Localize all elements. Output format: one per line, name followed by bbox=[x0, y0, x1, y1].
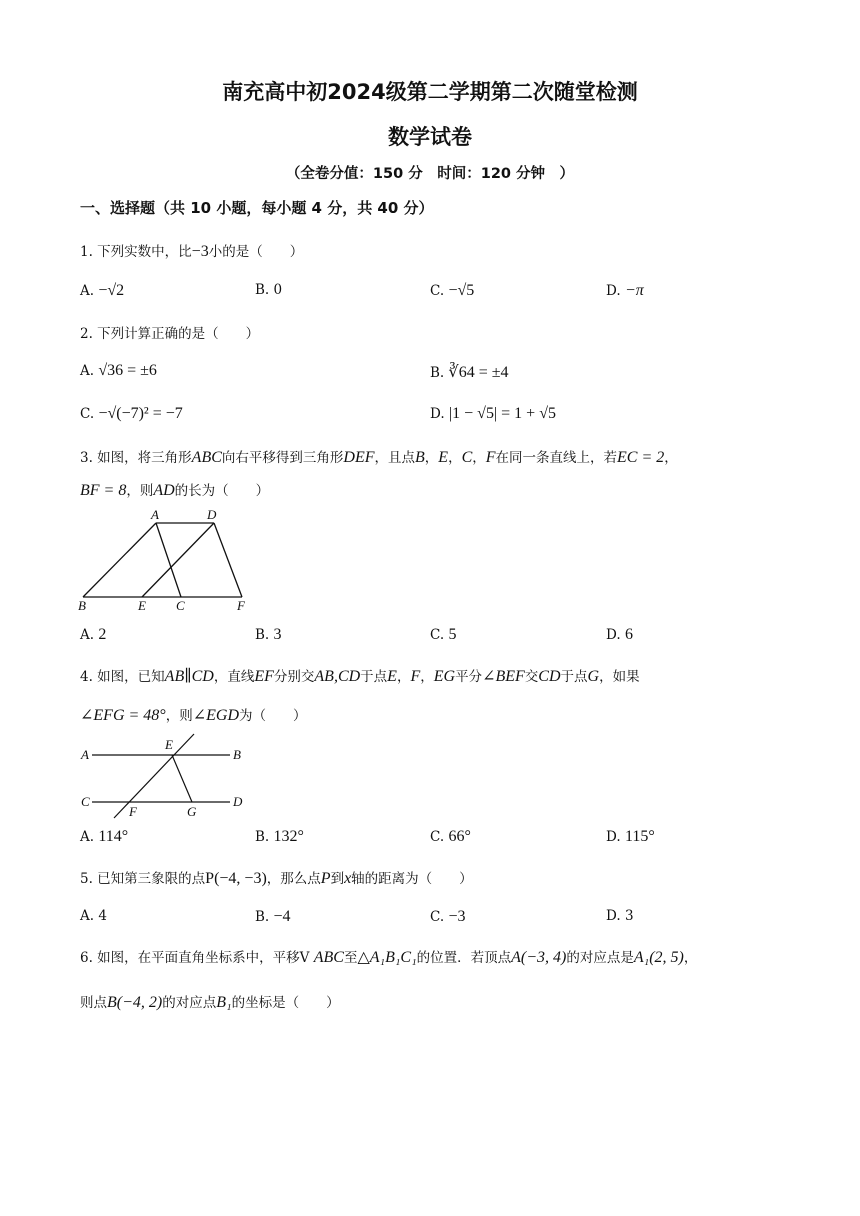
option-value: 4 bbox=[98, 908, 107, 924]
question-1-option-d[interactable] bbox=[606, 282, 644, 300]
option-label: B. bbox=[255, 627, 270, 643]
math-expr: G bbox=[587, 668, 600, 685]
math-expr: E bbox=[387, 668, 397, 685]
stem-text: 轴的距离为（ ） bbox=[351, 871, 473, 887]
math-expr: E bbox=[438, 449, 449, 466]
exam-subtitle: 数学试卷 bbox=[388, 125, 472, 149]
option-label: B. bbox=[255, 282, 270, 298]
math-expr: P bbox=[320, 870, 331, 887]
stem-text: ，直线 bbox=[213, 669, 255, 685]
math-expr: x bbox=[344, 870, 352, 887]
stem-text: 4. 如图，已知 bbox=[80, 669, 165, 685]
exam-info: （全卷分值：150 分 时间：120 分钟 ） bbox=[285, 166, 575, 182]
option-value: |1 − √5| = 1 + √5 bbox=[448, 405, 556, 422]
stem-text: 的对应点 bbox=[162, 995, 217, 1011]
option-label: C. bbox=[430, 909, 445, 925]
question-5-option-a[interactable] bbox=[80, 908, 107, 924]
option-label: D. bbox=[606, 829, 621, 845]
stem-text: 向右平移得到三角形 bbox=[221, 450, 344, 466]
segment-df bbox=[214, 523, 242, 597]
point-label-e: E bbox=[165, 737, 173, 752]
point-label-c: C bbox=[81, 794, 90, 809]
question-2-option-a[interactable] bbox=[80, 362, 157, 380]
point-label-f: F bbox=[237, 598, 245, 613]
question-2-option-d[interactable] bbox=[430, 405, 556, 423]
math-expr: BF = 8 bbox=[80, 482, 127, 499]
option-value: 132° bbox=[273, 828, 304, 845]
option-value: −4 bbox=[273, 908, 291, 925]
question-2-stem: 2. 下列计算正确的是（ ） bbox=[80, 326, 260, 342]
option-value: √36 = ±6 bbox=[98, 362, 157, 379]
option-value: 3 bbox=[273, 626, 282, 643]
option-label: A. bbox=[80, 363, 95, 379]
stem-text: ， bbox=[664, 450, 678, 466]
option-value: 5 bbox=[448, 626, 457, 643]
stem-text: ，如果 bbox=[599, 669, 640, 685]
math-expr: △A₁B₁C₁ bbox=[357, 949, 417, 966]
math-expr: CD bbox=[538, 668, 561, 685]
math-expr: B bbox=[415, 449, 425, 466]
stem-text: 5. 已知第三象限的点 bbox=[80, 871, 206, 887]
question-4-option-b[interactable] bbox=[255, 828, 304, 846]
question-1-stem bbox=[80, 240, 303, 261]
question-4-option-c[interactable] bbox=[430, 828, 471, 846]
question-5-option-c[interactable] bbox=[430, 908, 465, 926]
stem-text: 分别交 bbox=[273, 669, 315, 685]
option-label: D. bbox=[430, 406, 445, 422]
stem-text: ，且点 bbox=[374, 450, 415, 466]
option-label: C. bbox=[430, 627, 445, 643]
stem-text: 到 bbox=[330, 871, 345, 887]
option-value: 114° bbox=[98, 828, 129, 845]
stem-text: ， bbox=[448, 450, 462, 466]
point-label-b: B bbox=[78, 598, 86, 613]
point-label-f: F bbox=[129, 804, 137, 819]
stem-text: ， bbox=[420, 669, 434, 685]
option-value: −√(−7)² = −7 bbox=[98, 405, 183, 422]
option-value: 6 bbox=[624, 626, 633, 643]
point-label-a: A bbox=[81, 747, 89, 762]
option-value: 66° bbox=[448, 828, 471, 845]
point-label-a: A bbox=[151, 507, 159, 522]
math-expr: ∠EFG = 48° bbox=[80, 707, 166, 724]
stem-text: ，则 bbox=[165, 708, 193, 724]
option-label: A. bbox=[80, 627, 95, 643]
stem-text: 交 bbox=[524, 669, 539, 685]
stem-text: 平分 bbox=[455, 669, 483, 685]
math-expr: EG bbox=[433, 668, 456, 685]
math-expr: A₁(2, 5) bbox=[633, 949, 684, 966]
math-expr: AB,CD bbox=[314, 668, 361, 685]
option-label: C. bbox=[80, 406, 95, 422]
option-value: ∛64 = ±4 bbox=[448, 364, 509, 381]
math-expr: F bbox=[485, 449, 496, 466]
point-label-d: D bbox=[233, 794, 243, 809]
question-1-option-b[interactable] bbox=[255, 282, 282, 298]
stem-text: 6. 如图，在平面直角坐标系中，平移 bbox=[80, 950, 300, 966]
math-expr: F bbox=[410, 668, 421, 685]
option-value: 2 bbox=[98, 626, 107, 643]
question-1-option-a[interactable] bbox=[80, 282, 124, 300]
option-value: 3 bbox=[624, 908, 634, 924]
math-expr: ∠EGD bbox=[192, 707, 239, 724]
point-label-b: B bbox=[233, 747, 241, 762]
point-label-d: D bbox=[207, 507, 217, 522]
option-label: B. bbox=[430, 365, 445, 381]
math-expr: A(−3, 4) bbox=[511, 949, 567, 966]
segment-ab bbox=[83, 523, 156, 597]
stem-text: 至 bbox=[343, 950, 358, 966]
stem-text: 的长为（ ） bbox=[174, 483, 270, 499]
math-expr: ABC bbox=[313, 949, 344, 966]
option-value: −π bbox=[624, 282, 644, 299]
option-label: C. bbox=[430, 283, 445, 299]
math-expr: B₁ bbox=[216, 994, 232, 1011]
option-label: A. bbox=[80, 283, 95, 299]
question-3-option-d[interactable] bbox=[606, 626, 633, 644]
option-label: B. bbox=[255, 909, 270, 925]
question-1-option-c[interactable] bbox=[430, 282, 474, 300]
math-expr: ∠BEF bbox=[482, 668, 525, 685]
question-3-option-b[interactable] bbox=[255, 626, 282, 644]
option-value: −√5 bbox=[448, 282, 475, 299]
math-expr: B(−4, 2) bbox=[107, 994, 163, 1011]
stem-text: V bbox=[299, 950, 310, 966]
option-label: A. bbox=[80, 829, 95, 845]
question-2-option-c[interactable] bbox=[80, 405, 183, 423]
stem-text: 的对应点是 bbox=[566, 950, 634, 966]
option-label: D. bbox=[606, 283, 621, 299]
question-3-option-c[interactable] bbox=[430, 626, 456, 644]
math-expr: EC = 2 bbox=[617, 449, 665, 466]
stem-text: ， bbox=[424, 450, 439, 466]
question-5-stem bbox=[80, 867, 473, 888]
option-label: C. bbox=[430, 829, 445, 845]
stem-text: 于点 bbox=[560, 669, 588, 685]
question-6-stem-line2 bbox=[80, 991, 340, 1012]
question-3-figure bbox=[70, 505, 260, 615]
math-expr: −3 bbox=[191, 243, 209, 260]
question-4-figure bbox=[70, 730, 260, 822]
option-label: D. bbox=[606, 908, 621, 924]
math-expr: AB∥CD bbox=[164, 668, 214, 685]
question-4-option-a[interactable] bbox=[80, 828, 128, 846]
option-value: 115° bbox=[624, 828, 655, 845]
question-3-stem-line1 bbox=[80, 446, 678, 467]
option-label: B. bbox=[255, 829, 270, 845]
segment-de bbox=[142, 523, 214, 597]
section-heading: 一、选择题（共 10 小题，每小题 4 分，共 40 分） bbox=[80, 199, 434, 217]
segment-eg bbox=[172, 755, 192, 802]
point-label-e: E bbox=[138, 598, 146, 613]
option-value: −3 bbox=[448, 908, 466, 925]
question-5-option-b[interactable] bbox=[255, 908, 291, 926]
stem-text: 的坐标是（ ） bbox=[231, 995, 340, 1011]
math-expr: DEF bbox=[343, 449, 375, 466]
line-ef bbox=[114, 734, 194, 818]
stem-text: 1. 下列实数中，比 bbox=[80, 244, 192, 260]
question-2-option-b[interactable] bbox=[430, 362, 509, 382]
math-expr: ABC bbox=[191, 449, 222, 466]
stem-text: ， bbox=[683, 950, 698, 966]
point-label-g: G bbox=[187, 804, 197, 819]
question-3-option-a[interactable] bbox=[80, 626, 106, 644]
math-expr: AD bbox=[153, 482, 175, 499]
question-4-stem-line1 bbox=[80, 665, 640, 686]
math-expr: EF bbox=[254, 668, 274, 685]
math-expr: C bbox=[461, 449, 473, 466]
stem-text: ， bbox=[396, 669, 411, 685]
stem-text: 在同一条直线上，若 bbox=[495, 450, 618, 466]
option-label: D. bbox=[606, 627, 621, 643]
stem-text: ， bbox=[472, 450, 486, 466]
exam-title: 南充高中初2024级第二学期第二次随堂检测 bbox=[222, 80, 638, 104]
option-value: 0 bbox=[273, 282, 283, 298]
point-label-c: C bbox=[176, 598, 185, 613]
stem-text: 则点 bbox=[80, 995, 107, 1011]
question-3-stem-line2 bbox=[80, 479, 269, 500]
question-4-option-d[interactable] bbox=[606, 828, 655, 846]
stem-text: ，则 bbox=[126, 483, 154, 499]
stem-text: 于点 bbox=[360, 669, 388, 685]
stem-text: ，那么点 bbox=[266, 871, 321, 887]
stem-text: 为（ ） bbox=[239, 708, 307, 724]
option-label: A. bbox=[80, 908, 95, 924]
option-value: −√2 bbox=[98, 282, 125, 299]
stem-text: 3. 如图，将三角形 bbox=[80, 450, 192, 466]
question-5-option-d[interactable] bbox=[606, 908, 634, 924]
math-expr: P(−4, −3) bbox=[205, 870, 267, 887]
question-4-stem-line2 bbox=[80, 704, 307, 725]
stem-text: 的位置．若顶点 bbox=[416, 950, 512, 966]
question-6-stem-line1 bbox=[80, 946, 697, 967]
stem-text: 小的是（ ） bbox=[208, 244, 304, 260]
